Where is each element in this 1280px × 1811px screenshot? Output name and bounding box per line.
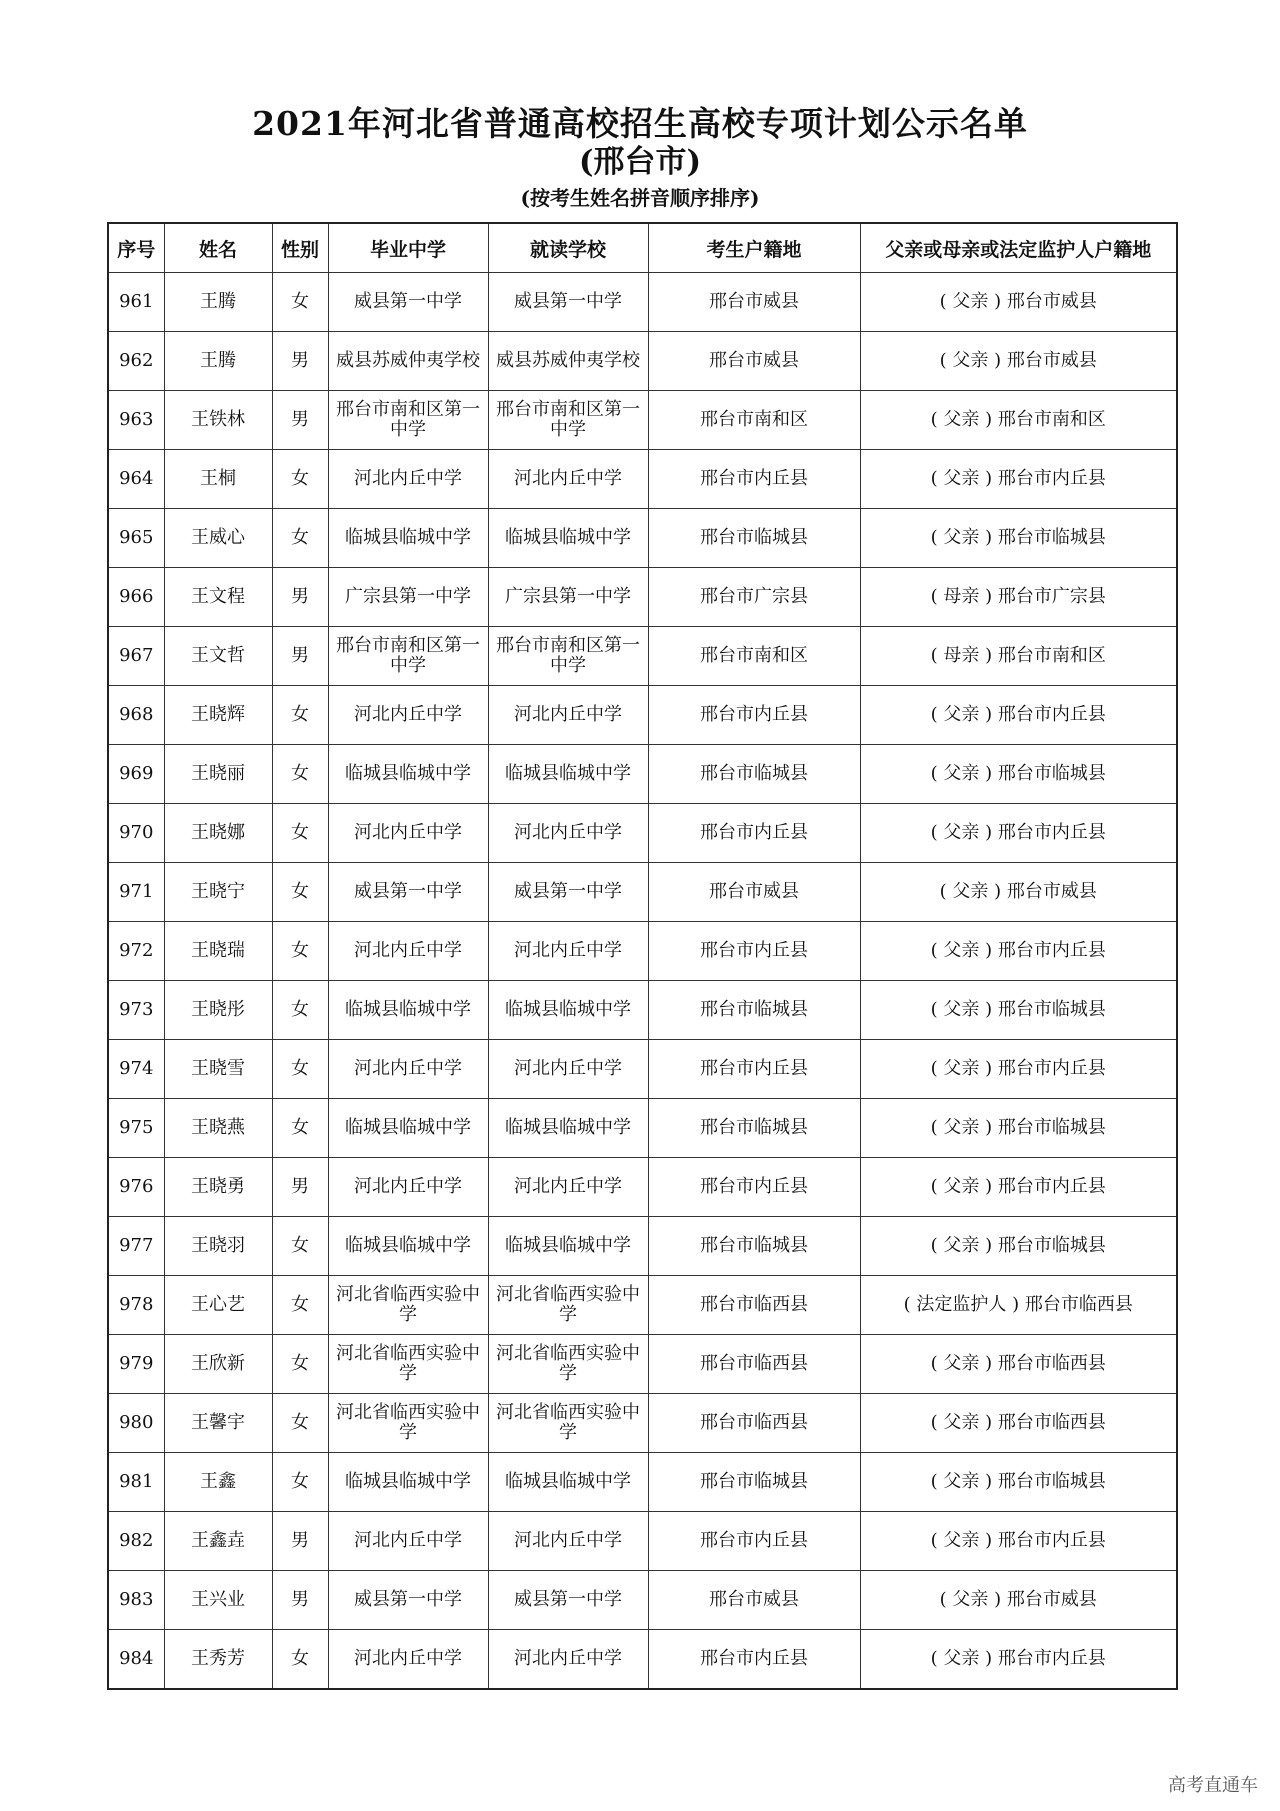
household-registration-cell: 邢台市内丘县 [648, 1158, 860, 1217]
graduated-school-cell: 河北省临西实验中学 [328, 1394, 488, 1453]
roster-body [108, 273, 1177, 1690]
household-registration-cell: 邢台市威县 [648, 1571, 860, 1630]
table-row [108, 450, 1177, 509]
gender-cell: 男 [272, 1158, 328, 1217]
current-school-cell: 临城县临城中学 [488, 745, 648, 804]
column-header-name: 姓名 [164, 223, 272, 273]
household-registration-cell: 邢台市广宗县 [648, 568, 860, 627]
name-cell: 王晓娜 [164, 804, 272, 863]
current-school-cell: 河北省临西实验中学 [488, 1394, 648, 1453]
gender-cell: 女 [272, 922, 328, 981]
name-cell: 王铁林 [164, 391, 272, 450]
guardian-registration-cell: ( 父亲 ) 邢台市临城县 [860, 981, 1177, 1040]
guardian-registration-cell: ( 父亲 ) 邢台市临西县 [860, 1335, 1177, 1394]
seq-cell: 984 [108, 1630, 164, 1690]
name-cell: 王晓勇 [164, 1158, 272, 1217]
table-row [108, 332, 1177, 391]
column-header-seq: 序号 [108, 223, 164, 273]
guardian-registration-cell: ( 父亲 ) 邢台市内丘县 [860, 450, 1177, 509]
gender-cell: 女 [272, 1335, 328, 1394]
gender-cell: 女 [272, 1099, 328, 1158]
name-cell: 王晓宁 [164, 863, 272, 922]
seq-cell: 975 [108, 1099, 164, 1158]
name-cell: 王秀芳 [164, 1630, 272, 1690]
household-registration-cell: 邢台市临城县 [648, 1453, 860, 1512]
name-cell: 王腾 [164, 332, 272, 391]
gender-cell: 女 [272, 450, 328, 509]
gender-cell: 女 [272, 745, 328, 804]
table-row [108, 391, 1177, 450]
watermark-text: 高考直通车 [1168, 1775, 1258, 1796]
table-row [108, 568, 1177, 627]
household-registration-cell: 邢台市威县 [648, 332, 860, 391]
name-cell: 王腾 [164, 273, 272, 332]
seq-cell: 966 [108, 568, 164, 627]
current-school-cell: 临城县临城中学 [488, 981, 648, 1040]
current-school-cell: 河北内丘中学 [488, 804, 648, 863]
document-title: 2021年河北省普通高校招生高校专项计划公示名单 [252, 104, 1028, 143]
guardian-registration-cell: ( 父亲 ) 邢台市内丘县 [860, 1158, 1177, 1217]
graduated-school-cell: 邢台市南和区第一中学 [328, 391, 488, 450]
column-header-household-registration: 考生户籍地 [648, 223, 860, 273]
gender-cell: 女 [272, 804, 328, 863]
table-row [108, 1335, 1177, 1394]
gender-cell: 女 [272, 1630, 328, 1690]
seq-cell: 980 [108, 1394, 164, 1453]
guardian-registration-cell: ( 父亲 ) 邢台市内丘县 [860, 922, 1177, 981]
graduated-school-cell: 临城县临城中学 [328, 1453, 488, 1512]
household-registration-cell: 邢台市临城县 [648, 745, 860, 804]
seq-cell: 964 [108, 450, 164, 509]
graduated-school-cell: 河北省临西实验中学 [328, 1335, 488, 1394]
gender-cell: 男 [272, 332, 328, 391]
graduated-school-cell: 河北内丘中学 [328, 1630, 488, 1690]
seq-cell: 982 [108, 1512, 164, 1571]
seq-cell: 981 [108, 1453, 164, 1512]
guardian-registration-cell: ( 父亲 ) 邢台市临城县 [860, 1099, 1177, 1158]
name-cell: 王文程 [164, 568, 272, 627]
guardian-registration-cell: ( 父亲 ) 邢台市威县 [860, 1571, 1177, 1630]
name-cell: 王欣新 [164, 1335, 272, 1394]
column-header-gender: 性别 [272, 223, 328, 273]
table-row [108, 922, 1177, 981]
gender-cell: 女 [272, 686, 328, 745]
guardian-registration-cell: ( 父亲 ) 邢台市威县 [860, 863, 1177, 922]
graduated-school-cell: 邢台市南和区第一中学 [328, 627, 488, 686]
column-header-graduated-school: 毕业中学 [328, 223, 488, 273]
graduated-school-cell: 临城县临城中学 [328, 1099, 488, 1158]
seq-cell: 963 [108, 391, 164, 450]
household-registration-cell: 邢台市临城县 [648, 509, 860, 568]
table-row [108, 627, 1177, 686]
column-header-guardian-registration: 父亲或母亲或法定监护人户籍地 [860, 223, 1177, 273]
column-header-current-school: 就读学校 [488, 223, 648, 273]
guardian-registration-cell: ( 父亲 ) 邢台市内丘县 [860, 1040, 1177, 1099]
current-school-cell: 河北省临西实验中学 [488, 1335, 648, 1394]
name-cell: 王晓丽 [164, 745, 272, 804]
graduated-school-cell: 河北内丘中学 [328, 1040, 488, 1099]
household-registration-cell: 邢台市临西县 [648, 1394, 860, 1453]
household-registration-cell: 邢台市内丘县 [648, 1630, 860, 1690]
gender-cell: 男 [272, 391, 328, 450]
graduated-school-cell: 河北省临西实验中学 [328, 1276, 488, 1335]
guardian-registration-cell: ( 母亲 ) 邢台市南和区 [860, 627, 1177, 686]
current-school-cell: 河北内丘中学 [488, 450, 648, 509]
gender-cell: 女 [272, 509, 328, 568]
current-school-cell: 威县第一中学 [488, 273, 648, 332]
gender-cell: 女 [272, 1394, 328, 1453]
seq-cell: 977 [108, 1217, 164, 1276]
gender-cell: 男 [272, 1512, 328, 1571]
name-cell: 王晓彤 [164, 981, 272, 1040]
seq-cell: 972 [108, 922, 164, 981]
gender-cell: 女 [272, 981, 328, 1040]
guardian-registration-cell: ( 父亲 ) 邢台市内丘县 [860, 1512, 1177, 1571]
name-cell: 王兴业 [164, 1571, 272, 1630]
gender-cell: 女 [272, 863, 328, 922]
document-subtitle: (邢台市) [578, 144, 702, 180]
name-cell: 王馨宇 [164, 1394, 272, 1453]
graduated-school-cell: 威县第一中学 [328, 863, 488, 922]
gender-cell: 女 [272, 1276, 328, 1335]
guardian-registration-cell: ( 父亲 ) 邢台市临西县 [860, 1394, 1177, 1453]
name-cell: 王心艺 [164, 1276, 272, 1335]
table-row [108, 686, 1177, 745]
table-row [108, 1394, 1177, 1453]
graduated-school-cell: 广宗县第一中学 [328, 568, 488, 627]
name-cell: 王晓雪 [164, 1040, 272, 1099]
graduated-school-cell: 临城县临城中学 [328, 745, 488, 804]
gender-cell: 男 [272, 1571, 328, 1630]
household-registration-cell: 邢台市临城县 [648, 1217, 860, 1276]
graduated-school-cell: 河北内丘中学 [328, 1512, 488, 1571]
seq-cell: 979 [108, 1335, 164, 1394]
guardian-registration-cell: ( 父亲 ) 邢台市临城县 [860, 1453, 1177, 1512]
table-row [108, 981, 1177, 1040]
name-cell: 王晓辉 [164, 686, 272, 745]
table-row [108, 863, 1177, 922]
seq-cell: 971 [108, 863, 164, 922]
household-registration-cell: 邢台市临城县 [648, 1099, 860, 1158]
guardian-registration-cell: ( 父亲 ) 邢台市临城县 [860, 745, 1177, 804]
table-row [108, 804, 1177, 863]
current-school-cell: 河北内丘中学 [488, 1512, 648, 1571]
gender-cell: 男 [272, 627, 328, 686]
graduated-school-cell: 河北内丘中学 [328, 1158, 488, 1217]
current-school-cell: 邢台市南和区第一中学 [488, 627, 648, 686]
current-school-cell: 河北内丘中学 [488, 922, 648, 981]
table-row [108, 1158, 1177, 1217]
table-row [108, 1217, 1177, 1276]
name-cell: 王晓瑞 [164, 922, 272, 981]
graduated-school-cell: 临城县临城中学 [328, 509, 488, 568]
name-cell: 王晓羽 [164, 1217, 272, 1276]
current-school-cell: 河北内丘中学 [488, 1630, 648, 1690]
seq-cell: 967 [108, 627, 164, 686]
graduated-school-cell: 河北内丘中学 [328, 804, 488, 863]
household-registration-cell: 邢台市内丘县 [648, 922, 860, 981]
household-registration-cell: 邢台市内丘县 [648, 450, 860, 509]
household-registration-cell: 邢台市临城县 [648, 981, 860, 1040]
guardian-registration-cell: ( 父亲 ) 邢台市临城县 [860, 509, 1177, 568]
table-row [108, 1099, 1177, 1158]
household-registration-cell: 邢台市南和区 [648, 627, 860, 686]
current-school-cell: 邢台市南和区第一中学 [488, 391, 648, 450]
current-school-cell: 临城县临城中学 [488, 1453, 648, 1512]
graduated-school-cell: 临城县临城中学 [328, 981, 488, 1040]
current-school-cell: 威县第一中学 [488, 1571, 648, 1630]
seq-cell: 974 [108, 1040, 164, 1099]
table-row [108, 745, 1177, 804]
current-school-cell: 临城县临城中学 [488, 1217, 648, 1276]
table-row [108, 509, 1177, 568]
gender-cell: 女 [272, 273, 328, 332]
current-school-cell: 威县苏威仲夷学校 [488, 332, 648, 391]
guardian-registration-cell: ( 母亲 ) 邢台市广宗县 [860, 568, 1177, 627]
current-school-cell: 广宗县第一中学 [488, 568, 648, 627]
name-cell: 王威心 [164, 509, 272, 568]
guardian-registration-cell: ( 父亲 ) 邢台市威县 [860, 332, 1177, 391]
seq-cell: 973 [108, 981, 164, 1040]
header-row [108, 223, 1177, 273]
guardian-registration-cell: ( 法定监护人 ) 邢台市临西县 [860, 1276, 1177, 1335]
current-school-cell: 临城县临城中学 [488, 509, 648, 568]
table-row [108, 1453, 1177, 1512]
table-row [108, 1512, 1177, 1571]
household-registration-cell: 邢台市南和区 [648, 391, 860, 450]
name-cell: 王桐 [164, 450, 272, 509]
guardian-registration-cell: ( 父亲 ) 邢台市威县 [860, 273, 1177, 332]
guardian-registration-cell: ( 父亲 ) 邢台市内丘县 [860, 804, 1177, 863]
seq-cell: 976 [108, 1158, 164, 1217]
household-registration-cell: 邢台市临西县 [648, 1335, 860, 1394]
household-registration-cell: 邢台市内丘县 [648, 1040, 860, 1099]
table-row [108, 1571, 1177, 1630]
guardian-registration-cell: ( 父亲 ) 邢台市临城县 [860, 1217, 1177, 1276]
household-registration-cell: 邢台市威县 [648, 863, 860, 922]
household-registration-cell: 邢台市内丘县 [648, 804, 860, 863]
graduated-school-cell: 河北内丘中学 [328, 922, 488, 981]
graduated-school-cell: 威县苏威仲夷学校 [328, 332, 488, 391]
household-registration-cell: 邢台市威县 [648, 273, 860, 332]
name-cell: 王鑫垚 [164, 1512, 272, 1571]
guardian-registration-cell: ( 父亲 ) 邢台市内丘县 [860, 686, 1177, 745]
table-row [108, 1276, 1177, 1335]
graduated-school-cell: 河北内丘中学 [328, 450, 488, 509]
guardian-registration-cell: ( 父亲 ) 邢台市内丘县 [860, 1630, 1177, 1690]
household-registration-cell: 邢台市临西县 [648, 1276, 860, 1335]
seq-cell: 983 [108, 1571, 164, 1630]
gender-cell: 女 [272, 1453, 328, 1512]
current-school-cell: 河北省临西实验中学 [488, 1276, 648, 1335]
seq-cell: 970 [108, 804, 164, 863]
current-school-cell: 河北内丘中学 [488, 1158, 648, 1217]
seq-cell: 965 [108, 509, 164, 568]
graduated-school-cell: 威县第一中学 [328, 273, 488, 332]
graduated-school-cell: 河北内丘中学 [328, 686, 488, 745]
gender-cell: 女 [272, 1040, 328, 1099]
table-row [108, 1040, 1177, 1099]
seq-cell: 978 [108, 1276, 164, 1335]
name-cell: 王文哲 [164, 627, 272, 686]
table-row [108, 1630, 1177, 1690]
seq-cell: 962 [108, 332, 164, 391]
graduated-school-cell: 临城县临城中学 [328, 1217, 488, 1276]
roster-table [107, 222, 1178, 1690]
gender-cell: 男 [272, 568, 328, 627]
name-cell: 王鑫 [164, 1453, 272, 1512]
sort-note: (按考生姓名拼音顺序排序) [520, 186, 760, 210]
current-school-cell: 河北内丘中学 [488, 686, 648, 745]
current-school-cell: 临城县临城中学 [488, 1099, 648, 1158]
table-row [108, 273, 1177, 332]
guardian-registration-cell: ( 父亲 ) 邢台市南和区 [860, 391, 1177, 450]
current-school-cell: 河北内丘中学 [488, 1040, 648, 1099]
household-registration-cell: 邢台市内丘县 [648, 686, 860, 745]
document-header [0, 104, 1280, 214]
gender-cell: 女 [272, 1217, 328, 1276]
household-registration-cell: 邢台市内丘县 [648, 1512, 860, 1571]
name-cell: 王晓燕 [164, 1099, 272, 1158]
graduated-school-cell: 威县第一中学 [328, 1571, 488, 1630]
current-school-cell: 威县第一中学 [488, 863, 648, 922]
seq-cell: 969 [108, 745, 164, 804]
seq-cell: 961 [108, 273, 164, 332]
seq-cell: 968 [108, 686, 164, 745]
